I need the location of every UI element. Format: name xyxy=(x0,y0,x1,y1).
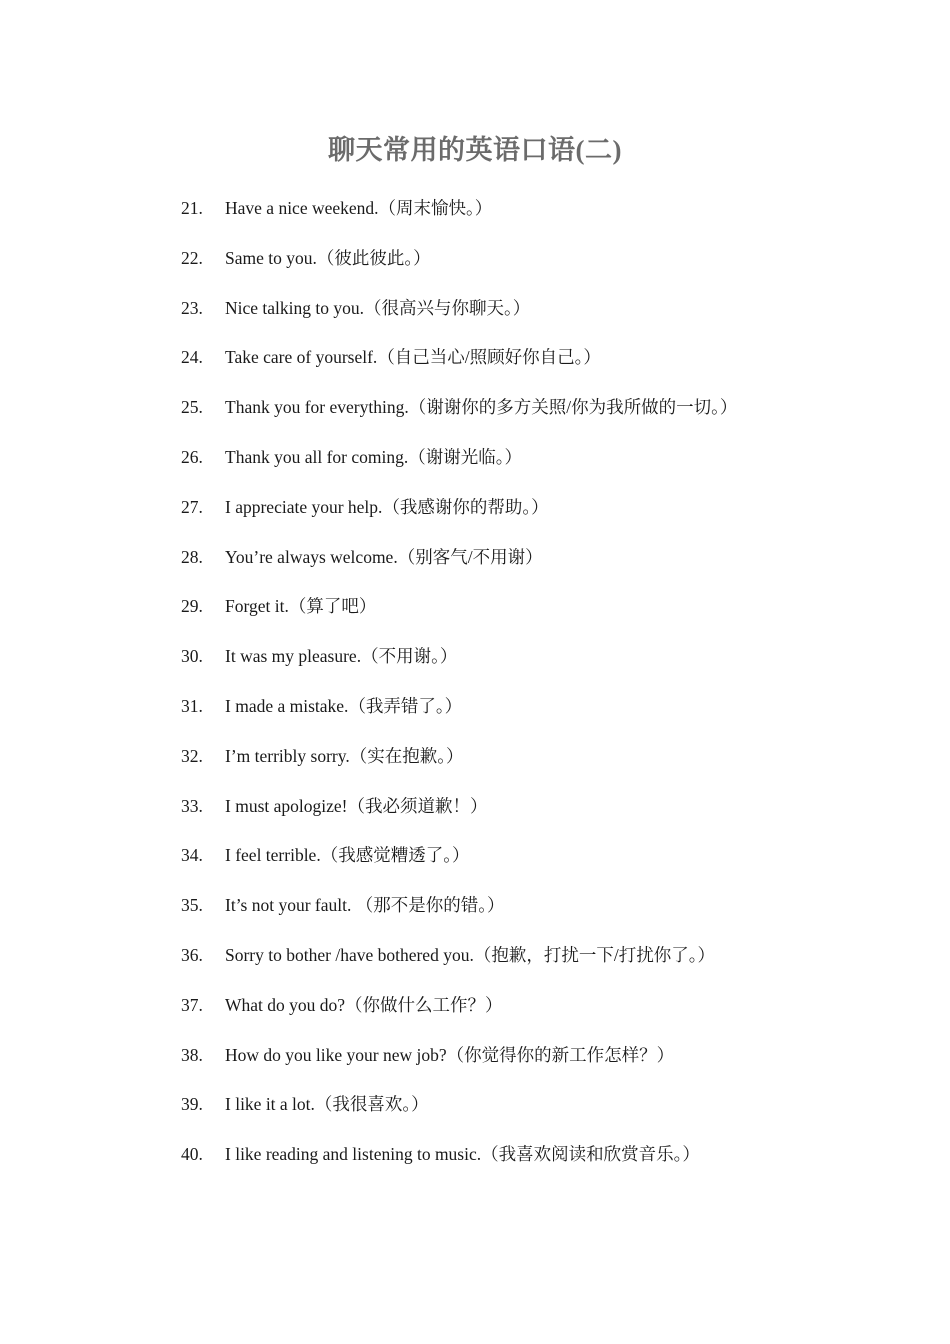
chinese-translation: （我很喜欢。） xyxy=(314,1094,429,1115)
list-item xyxy=(181,640,881,690)
chinese-translation: （你做什么工作？） xyxy=(345,994,503,1015)
item-number: 27. xyxy=(181,496,203,517)
chinese-translation: （抱歉，打扰一下/打扰你了。） xyxy=(473,944,715,965)
item-number: 30. xyxy=(181,646,203,667)
list-item xyxy=(181,391,881,441)
chinese-translation: （我弄错了。） xyxy=(348,695,463,716)
item-number: 23. xyxy=(181,297,203,318)
english-phrase: It’s not your fault. xyxy=(225,895,356,916)
list-item xyxy=(181,541,881,591)
chinese-translation: （谢谢光临。） xyxy=(408,446,522,467)
english-phrase: How do you like your new job? xyxy=(225,1044,447,1065)
list-item xyxy=(181,790,881,840)
english-phrase: Take care of yourself. xyxy=(225,347,378,368)
item-number: 24. xyxy=(181,347,203,368)
chinese-translation: （我感谢你的帮助。） xyxy=(382,496,549,517)
english-phrase: You’re always welcome. xyxy=(225,546,398,567)
english-phrase: I made a mistake. xyxy=(225,695,349,716)
item-number: 39. xyxy=(181,1094,203,1115)
english-phrase: I appreciate your help. xyxy=(225,496,383,517)
list-item xyxy=(181,740,881,790)
chinese-translation: （我喜欢阅读和欣赏音乐。） xyxy=(481,1144,700,1165)
english-phrase: I must apologize! xyxy=(225,795,348,816)
phrase-list xyxy=(181,192,881,1188)
item-number: 28. xyxy=(181,546,203,567)
chinese-translation: （自己当心/照顾好你自己。） xyxy=(377,347,601,368)
list-item xyxy=(181,441,881,491)
chinese-translation: （实在抱歉。） xyxy=(349,745,464,766)
item-number: 25. xyxy=(181,397,203,418)
list-item xyxy=(181,491,881,541)
item-number: 22. xyxy=(181,247,203,268)
english-phrase: I feel terrible. xyxy=(225,845,321,866)
english-phrase: It was my pleasure. xyxy=(225,646,362,667)
chinese-translation: （周末愉快。） xyxy=(378,198,493,218)
chinese-translation: （我必须道歉！） xyxy=(347,795,488,816)
list-item xyxy=(181,341,881,391)
english-phrase: Sorry to bother /have bothered you. xyxy=(225,944,474,965)
english-phrase: Thank you for everything. xyxy=(225,397,409,418)
item-number: 29. xyxy=(181,596,203,617)
item-number: 40. xyxy=(181,1144,203,1165)
english-phrase: What do you do? xyxy=(225,994,346,1015)
english-phrase: I’m terribly sorry. xyxy=(225,745,350,766)
english-phrase: Thank you all for coming. xyxy=(225,446,409,467)
item-number: 38. xyxy=(181,1044,203,1065)
item-number: 32. xyxy=(181,745,203,766)
english-phrase: Have a nice weekend. xyxy=(225,198,379,218)
english-phrase: Same to you. xyxy=(225,247,317,268)
english-phrase: I like it a lot. xyxy=(225,1094,315,1115)
list-item xyxy=(181,1138,881,1188)
english-phrase: Nice talking to you. xyxy=(225,297,365,318)
item-number: 21. xyxy=(181,198,203,218)
item-number: 31. xyxy=(181,695,203,716)
list-item xyxy=(181,1039,881,1089)
page-title: 聊天常用的英语口语(二) xyxy=(328,135,622,165)
chinese-translation: （很高兴与你聊天。） xyxy=(364,297,531,318)
list-item xyxy=(181,839,881,889)
chinese-translation: （那不是你的错。） xyxy=(355,895,505,916)
list-item xyxy=(181,292,881,342)
chinese-translation: （彼此彼此。） xyxy=(316,247,431,268)
list-item xyxy=(181,242,881,292)
chinese-translation: （不用谢。） xyxy=(361,646,458,667)
item-number: 26. xyxy=(181,446,203,467)
list-item xyxy=(181,1088,881,1138)
english-phrase: I like reading and listening to music. xyxy=(225,1144,482,1165)
chinese-translation: （谢谢你的多方关照/你为我所做的一切。） xyxy=(408,397,738,418)
list-item xyxy=(181,590,881,640)
chinese-translation: （算了吧） xyxy=(288,596,377,617)
list-item xyxy=(181,192,881,242)
item-number: 35. xyxy=(181,895,203,916)
list-item xyxy=(181,690,881,740)
chinese-translation: （我感觉糟透了。） xyxy=(320,845,470,866)
item-number: 34. xyxy=(181,845,203,866)
item-number: 36. xyxy=(181,944,203,965)
list-item xyxy=(181,889,881,939)
chinese-translation: （别客气/不用谢） xyxy=(397,546,543,567)
list-item xyxy=(181,989,881,1039)
list-item xyxy=(181,939,881,989)
item-number: 33. xyxy=(181,795,203,816)
english-phrase: Forget it. xyxy=(225,596,289,617)
chinese-translation: （你觉得你的新工作怎样？） xyxy=(446,1044,675,1065)
item-number: 37. xyxy=(181,994,203,1015)
